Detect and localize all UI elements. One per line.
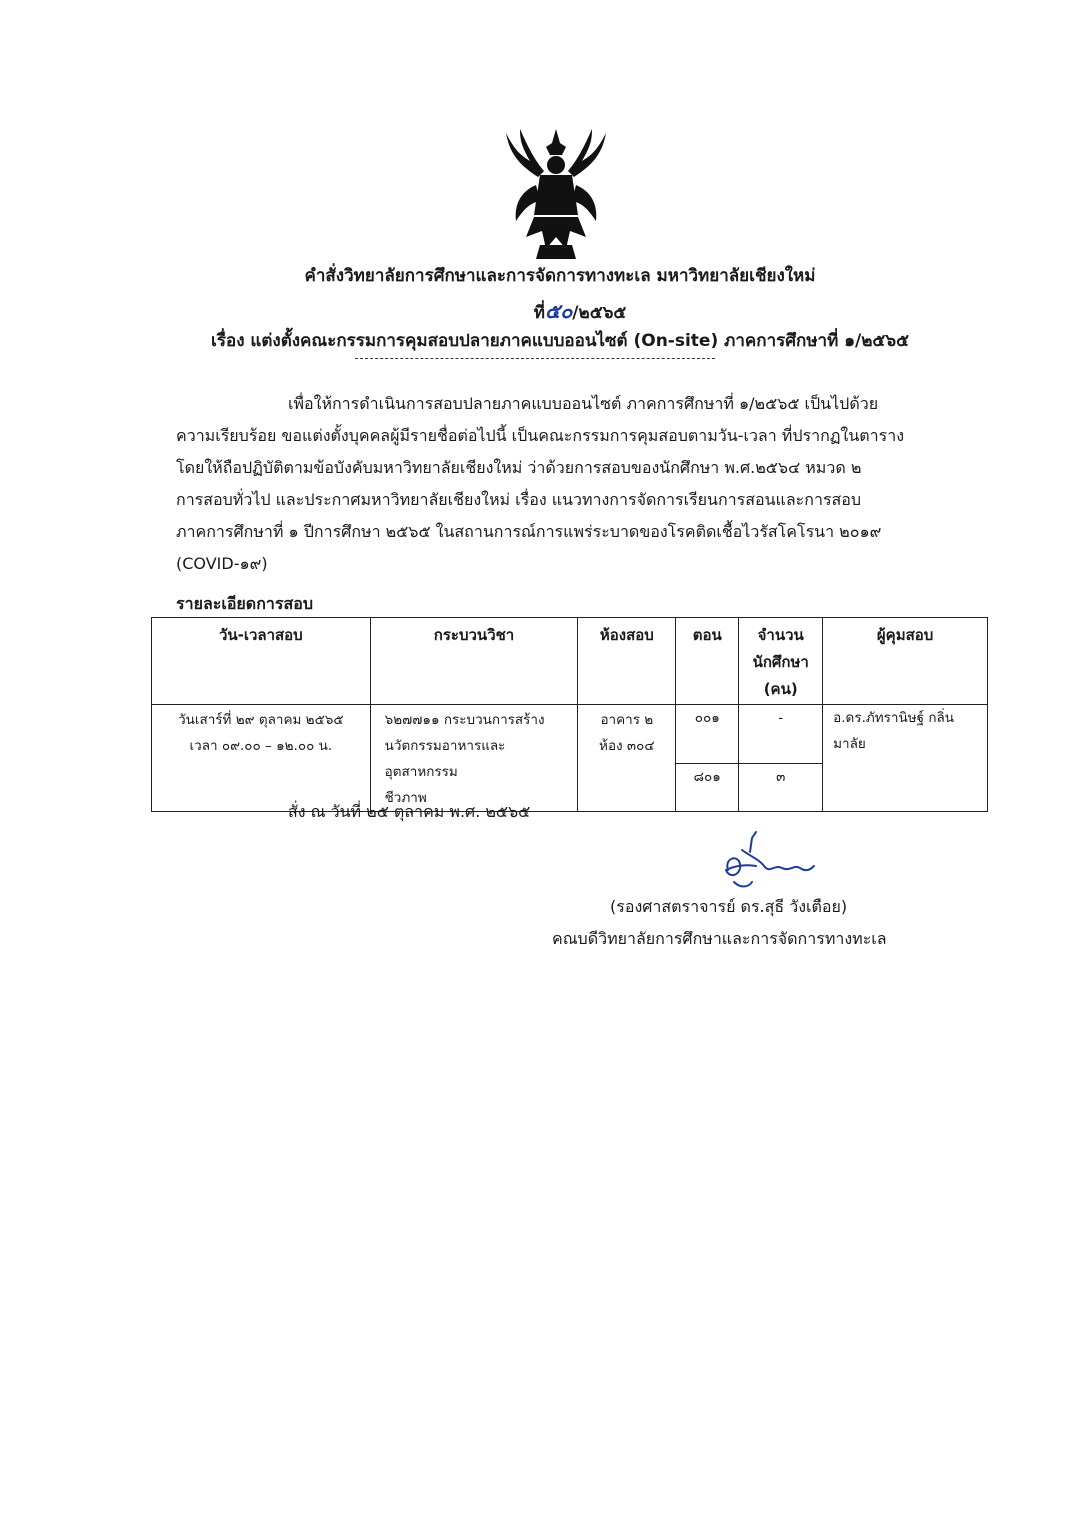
order-suffix: /๒๕๖๕	[572, 303, 627, 323]
cell-room: อาคาร ๒ ห้อง ๓๐๔	[578, 705, 676, 812]
cell-student-count: -	[739, 705, 823, 764]
col-header-room: ห้องสอบ	[578, 618, 676, 705]
exam-table	[151, 617, 988, 812]
body-line: เพื่อให้การดำเนินการสอบปลายภาคแบบออนไซต์ ภาคการศึกษาที่ ๑/๒๕๖๕ เป็นไปด้วย	[288, 394, 879, 413]
cell-section: ๐๐๑	[676, 705, 739, 764]
order-prefix: ที่	[533, 303, 545, 323]
col-header-proctor: ผู้คุมสอบ	[823, 618, 988, 705]
body-line: โดยให้ถือปฏิบัติตามข้อบังคับมหาวิทยาลัยเชียงใหม่ ว่าด้วยการสอบของนักศึกษา พ.ศ.๒๕๖๔ หมวด ๒	[176, 458, 862, 477]
body-line: ความเรียบร้อย ขอแต่งตั้งบุคคลผู้มีรายชื่อต่อไปนี้ เป็นคณะกรรมการคุมสอบตามวัน-เวลา ที่ปรากฏในตาราง	[176, 426, 905, 445]
dashed-divider	[355, 358, 715, 359]
cell-datetime: วันเสาร์ที่ ๒๙ ตุลาคม ๒๕๖๕ เวลา ๐๙.๐๐ – ๑๒.๐๐ น.	[152, 705, 371, 812]
document-subject: เรื่อง แต่งตั้งคณะกรรมการคุมสอบปลายภาคแบบออนไซต์ (On-site) ภาคการศึกษาที่ ๑/๒๕๖๕	[211, 331, 909, 351]
cell-student-count: ๓	[739, 764, 823, 812]
table-row	[152, 705, 988, 764]
signer-position: คณบดีวิทยาลัยการศึกษาและการจัดการทางทะเล	[552, 929, 887, 948]
body-paragraph	[176, 388, 954, 580]
col-header-student-count: จำนวน นักศึกษา (คน)	[739, 618, 823, 705]
col-header-course: กระบวนวิชา	[370, 618, 578, 705]
details-heading: รายละเอียดการสอบ	[176, 594, 313, 613]
body-line: ภาคการศึกษาที่ ๑ ปีการศึกษา ๒๕๖๕ ในสถานการณ์การแพร่ระบาดของโรคติดเชื้อไวรัสโคโรนา ๒๐๑๙	[176, 522, 882, 541]
signer-name: (รองศาสตราจารย์ ดร.สุธี วังเตือย)	[610, 897, 848, 916]
order-number	[42, 295, 1076, 327]
garuda-emblem	[500, 125, 612, 263]
table-header-row	[152, 618, 988, 705]
body-line: (COVID-๑๙)	[176, 554, 268, 573]
cell-section: ๘๐๑	[676, 764, 739, 812]
col-header-datetime: วัน-เวลาสอบ	[152, 618, 371, 705]
signature	[690, 830, 840, 890]
cell-course: ๖๒๗๗๑๑ กระบวนการสร้าง นวัตกรรมอาหารและอุตสาหกรรม ชีวภาพ	[370, 705, 578, 812]
document-title: คำสั่งวิทยาลัยการศึกษาและการจัดการทางทะเล มหาวิทยาลัยเชียงใหม่	[304, 266, 816, 286]
cell-proctor: อ.ดร.ภัทรานิษฐ์ กลิ่นมาลัย	[823, 705, 988, 812]
col-header-section: ตอน	[676, 618, 739, 705]
handwritten-order-number: ๕๐	[544, 299, 573, 323]
order-date: สั่ง ณ วันที่ ๒๕ ตุลาคม พ.ศ. ๒๕๖๕	[288, 802, 531, 821]
body-line: การสอบทั่วไป และประกาศมหาวิทยาลัยเชียงใหม่ เรื่อง แนวทางการจัดการเรียนการสอนและการสอบ	[176, 490, 862, 509]
